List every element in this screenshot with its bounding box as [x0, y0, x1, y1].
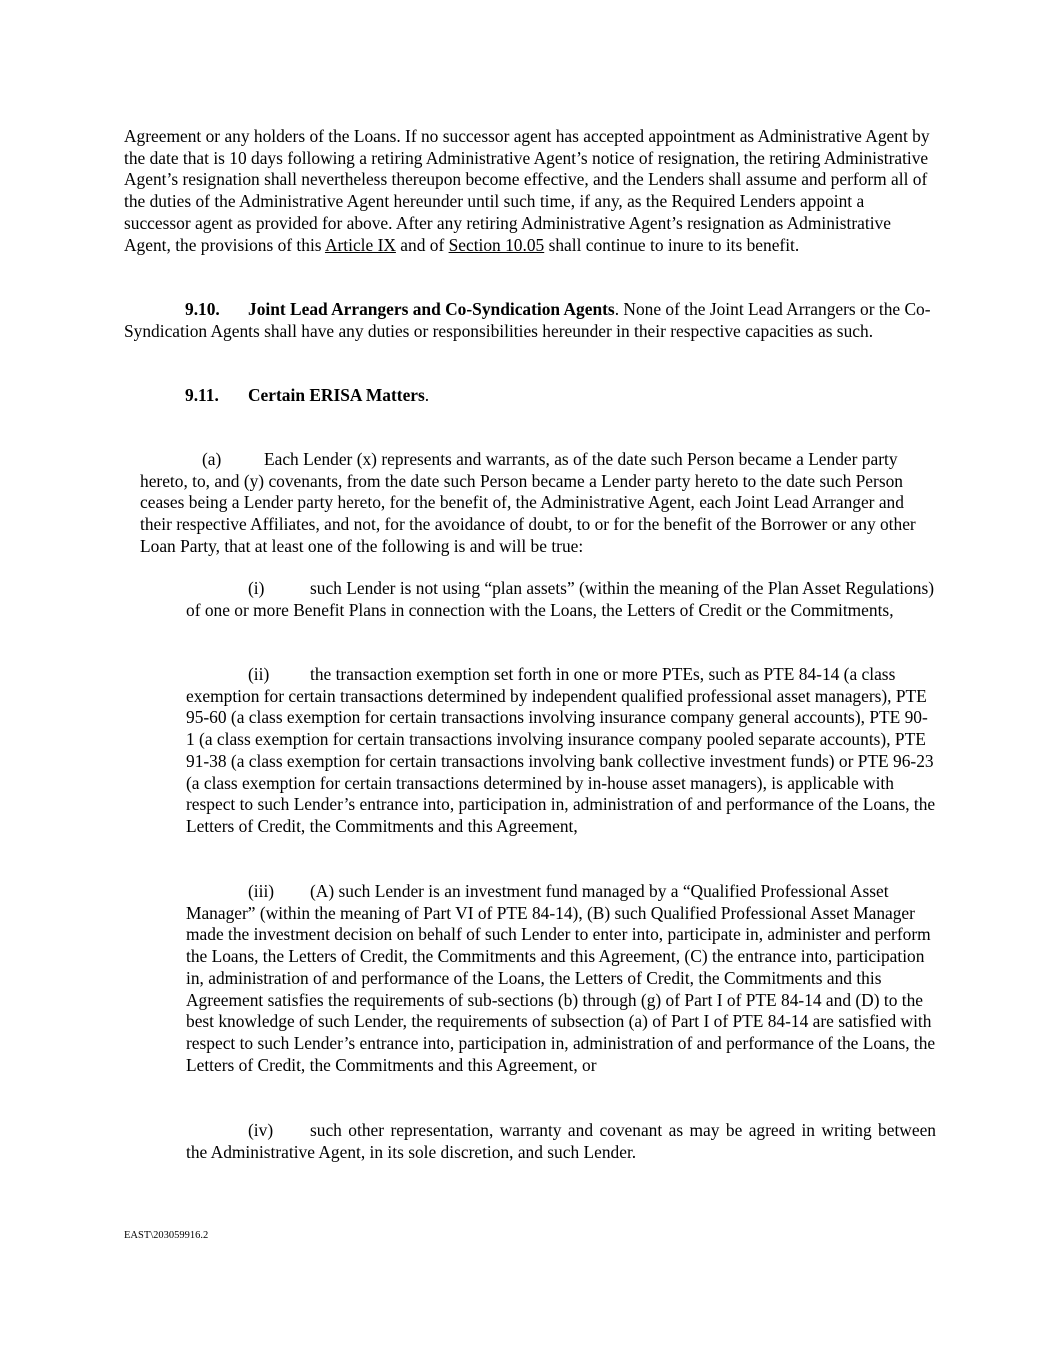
sub-clause-label: (iv) — [248, 1120, 274, 1140]
section-heading: Certain ERISA Matters — [248, 385, 425, 405]
paragraph-text: and of — [395, 234, 449, 255]
sub-clause-label: (ii) — [248, 664, 270, 684]
article-ix-reference: Article IX — [324, 234, 396, 255]
section-heading-period: . — [424, 385, 430, 405]
clause-text: Each Lender (x) represents and warrants, as of the date such Person became a Lender party hereto, to, and (y) covenants, from the date such Person became a Lender party hereto to the date such Person ceases being a Lender party hereto, for the benefit of, the Administrative Agent, each Joint Lead Arranger and their respective Affiliates, and not, for the avoidance of doubt, to or for the benefit of the Borrower or any other Loan Party, that at least one of the following is and will be true: — [140, 449, 916, 556]
section-number: 9.10. — [185, 299, 220, 319]
document-footer-id: EAST\203059916.2 — [124, 1230, 209, 1241]
clause-label: (a) — [202, 449, 222, 469]
clause-a — [140, 449, 935, 558]
sub-clause-ii — [186, 664, 936, 838]
sub-clause-label: (iii) — [248, 881, 275, 901]
sub-clause-text: (A) such Lender is an investment fund managed by a “Qualified Professional Asset Manager” (within the meaning of Part VI of PTE 84-14), (B) such Qualified Professional Asset Manager made the investment decision on behalf of such Lender to enter into, participate in, administer and perform the Loans, the Letters of Credit, the Commitments and this Agreement, (C) the entrance into, participation in, administration of and performance of the Loans, the Letters of Credit, the Commitments and this Agreement satisfies the requirements of sub-sections (b) through (g) of Part I of PTE 84-14 and (D) to the best knowledge of such Lender, the requirements of subsection (a) of Part I of PTE 84-14 are satisfied with respect to such Lender’s entrance into, participation in, administration of and performance of the Loans, the Letters of Credit, the Commitments and this Agreement, or — [186, 881, 936, 1075]
sub-clause-text: such other representation, warranty and covenant as may be agreed in writing between the Administrative Agent, in its sole discretion, and such Lender. — [186, 1120, 936, 1162]
sub-clause-iv — [186, 1120, 936, 1163]
paragraph-text: Agreement or any holders of the Loans. If no successor agent has accepted appointment as Administrative Agent by the date that is 10 days following a retiring Administrative Agent’s notice of resignation, the retiring Administrative Agent’s resignation shall nevertheless thereupon become effective, and the Lenders shall assume and perform all of the duties of the Administrative Agent hereunder until such time, if any, as the Required Lenders appoint a successor agent as provided for above. After any retiring Administrative Agent’s resignation as Administrative Agent, the provisions of this — [124, 126, 930, 255]
sub-clause-label: (i) — [248, 578, 265, 598]
sub-clause-i — [186, 578, 936, 621]
section-9-11 — [124, 385, 934, 407]
section-body: . None of the Joint Lead Arrangers or the Co-Syndication Agents shall have any duties or responsibilities hereunder in their respective capacities as such. — [124, 299, 931, 341]
section-10-05-reference: Section 10.05 — [448, 234, 545, 255]
section-9-10 — [124, 299, 934, 342]
section-heading: Joint Lead Arrangers and Co-Syndication Agents — [248, 299, 615, 319]
sub-clause-text: the transaction exemption set forth in one or more PTEs, such as PTE 84-14 (a class exemption for certain transactions determined by independent qualified professional asset managers), PTE 95-60 (a class exemption for certain transactions involving insurance company general accounts), PTE 90-1 (a class exemption for certain transactions involving insurance company pooled separate accounts), PTE 91-38 (a class exemption for certain transactions involving bank collective investment funds) or PTE 96-23 (a class exemption for certain transactions determined by in-house asset managers), is applicable with respect to such Lender’s entrance into, participation in, administration of and performance of the Loans, the Letters of Credit, the Commitments and this Agreement, — [186, 664, 936, 836]
sub-clause-iii — [186, 881, 936, 1076]
continuation-paragraph — [124, 126, 934, 256]
section-number: 9.11. — [185, 385, 219, 405]
paragraph-text: shall continue to inure to its benefit. — [544, 234, 800, 255]
sub-clause-text: such Lender is not using “plan assets” (within the meaning of the Plan Asset Regulations) of one or more Benefit Plans in connection with the Loans, the Letters of Credit or the Commitments, — [186, 578, 935, 620]
